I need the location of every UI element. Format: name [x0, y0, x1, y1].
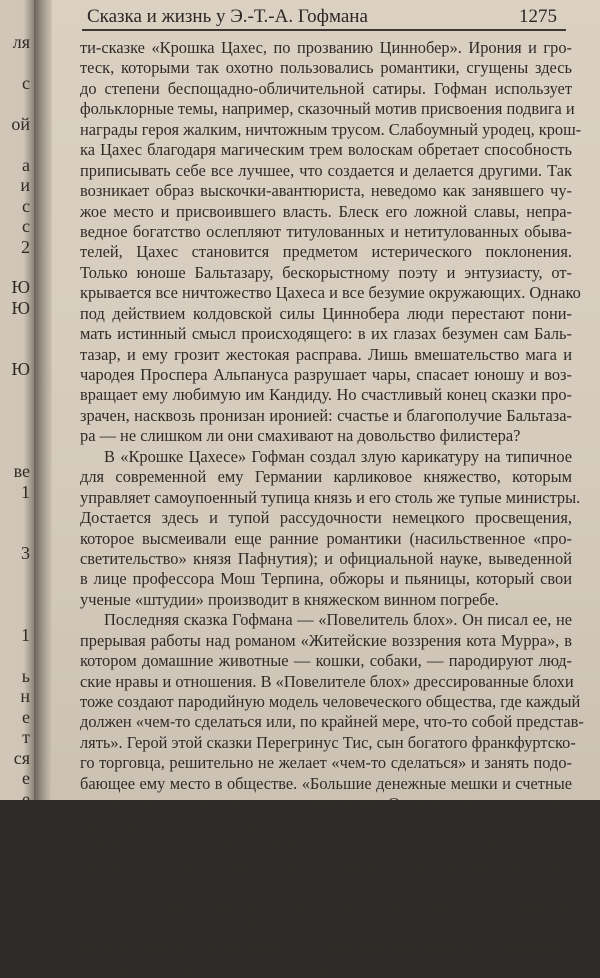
left-page-fragment: Ю [11, 277, 30, 298]
book-page [52, 0, 600, 977]
text-line: зрачен, насквозь пронизан иронией: счастье и благополучие Бальтаза- [80, 405, 572, 425]
text-line: го торговца, решительно не желает «чем-то сделаться» и занять подо- [80, 753, 572, 773]
left-page-fragment: ой [11, 113, 30, 134]
left-page-fragment [0, 380, 32, 400]
text-line: ведное богатство ослепляют титулованных и нетитулованных обыва- [80, 221, 572, 241]
text-line: ному советнику Кнаррпанти, который требовал ареста Перегринуса, [80, 896, 572, 916]
text-line: Только юноше Бальтазару, бескорыстному поэту и энтузиасту, от- [80, 262, 572, 282]
left-page-fragment: 1 [21, 625, 30, 646]
text-line: которое высмеивали еще ранние романтики (насильственное «про- [80, 528, 572, 548]
left-page-fragment [0, 646, 32, 666]
left-page-fragment: и [20, 175, 30, 196]
text-line: жится». Эпизод с Кнаррпанти — едкая критика прусского судопроиз- [80, 937, 572, 957]
left-page-fragment: 3 [21, 543, 30, 564]
text-line: для современной ему Германии карликовое княжество, которым [80, 467, 572, 487]
page-number: 1275 [519, 6, 557, 27]
text-line: жизни, она властно заявляет о себе, когда его неожиданно берут под [80, 855, 572, 875]
left-page-fragment [0, 93, 32, 113]
left-page-fragment: ля [12, 32, 30, 52]
text-line: водства — привел к тому, что «Повелитель блох» был опубликован с су- [80, 957, 586, 977]
left-page-fragment: т [22, 727, 30, 748]
text-line: арест, хотя он не знает за собой никакой вины. А вины и не надо: тай- [80, 875, 572, 895]
left-page-fragment: 1 [21, 481, 30, 502]
left-page-fragment: с [22, 195, 30, 216]
left-page-fragment [0, 134, 32, 154]
left-page-fragment: н [20, 686, 30, 707]
paragraph [80, 446, 581, 611]
left-page-fragment: 2 [21, 236, 30, 257]
left-page-fragment [0, 564, 32, 584]
text-line: должен «чем-то сделаться или, по крайней мере, что-то собой представ- [80, 712, 584, 732]
text-line: прерывая работы над романом «Житейские воззрения кота Мурра», в [80, 630, 572, 650]
text-line: Достается здесь и тупой рассудочности немецкого просвещения, [80, 508, 572, 528]
left-page-fragment: ве [13, 461, 30, 482]
text-line: тоже создают пародийную модель человеческого общества, где каждый [80, 692, 581, 711]
left-page-fragment: ся [13, 747, 30, 768]
text-line: вращает ему любимую им Кандиду. Но счастливый конец сказки про- [80, 385, 572, 405]
left-page-fragment [0, 257, 32, 277]
text-line: грез и фантазий и увлекается только тем, что затрагивает его внутрен- [80, 814, 572, 834]
left-page-fragment [0, 400, 32, 420]
text-line: важно прежде всего «найти злодея, а злодеяние уж само собой обнару- [80, 916, 576, 936]
text-line: ний мир, его душу. Но как ни бежит Перегринус Тис от действительной [80, 835, 583, 855]
text-line: возникает образ выскочки-авантюриста, неведомо как занявшего чу- [80, 181, 572, 201]
left-page-fragment [0, 339, 32, 359]
left-page-fragment [0, 318, 32, 338]
adjacent-left-page [0, 0, 34, 830]
text-line: светительство» князя Пафнутия); и официальной науке, выведенной [80, 548, 572, 568]
text-line: Последняя сказка Гофмана — «Повелитель блох». Он писал ее, не [104, 610, 572, 630]
text-line: ти-сказке «Крошка Цахес, по прозванию Циннобер». Ирония и гро- [80, 38, 572, 57]
body-text [80, 38, 586, 977]
text-line: котором домашние животные — кошки, собаки, — пародируют люд- [80, 651, 572, 671]
left-page-fragment [0, 421, 32, 441]
left-page-fragment: ь [21, 809, 30, 830]
left-page-fragment: а [22, 154, 30, 175]
text-line: управляет самоупоенный тупица князь и его столь же тупые министры. [80, 487, 581, 507]
left-page-fragment [0, 502, 32, 522]
left-page-fragment: с [22, 216, 30, 237]
text-line: под действием колдовской силы Циннобера люди перестают пони- [80, 303, 572, 323]
running-header-title: Сказка и жизнь у Э.-Т.-А. Гофмана [87, 6, 368, 27]
header-rule [82, 29, 566, 31]
left-page-fragment: е [22, 768, 30, 789]
book-gutter [34, 0, 52, 800]
text-line: в лице профессора Мош Терпина, обжоры и пьяницы, который свои [80, 569, 572, 589]
text-line: телей, Цахес становится предметом истерического поклонения. [80, 242, 572, 262]
text-line: ка Цахес благодаря магическим трем волоскам обретает способность [80, 140, 572, 160]
text-line: ра — не слишком ли они смахивают на довольство филистера? [80, 426, 521, 446]
left-page-fragment [0, 584, 32, 604]
text-line: фольклорные темы, например, сказочный мотив присвоения подвига и [80, 99, 575, 119]
left-page-fragment: Ю [11, 359, 30, 380]
left-page-fragment [0, 523, 32, 543]
text-line: тазар, и ему грозит жестокая расправа. Лишь вмешательство мага и [80, 344, 572, 364]
left-page-fragment [0, 52, 32, 72]
left-page-fragment: Ю [11, 297, 30, 318]
text-line: до степени беспощадно-обличительной сатиры. Гофман использует [80, 78, 572, 98]
text-line: ские нравы и отношения. В «Повелителе блох» дрессированные блохи [80, 671, 574, 691]
text-line: чародея Проспера Альпануса разрушает чары, спасает юношу и воз- [80, 365, 572, 384]
text-line: теск, которыми так охотно пользовались романтики, сгущены здесь [80, 58, 572, 78]
text-line: жое место и присвоившего власть. Блеск его ложной славы, непра- [80, 201, 572, 221]
text-line: приписывать себе все лучшее, что создается и делается другими. Так [80, 160, 572, 180]
text-line: награды героя жалким, ничтожным трусом. Слабоумный уродец, крош- [80, 119, 582, 139]
left-page-fragment: е [22, 706, 30, 727]
running-header [87, 4, 557, 28]
left-page-fragment: ь [21, 665, 30, 686]
text-line: книги» смолоду внушают ему отвращение. Он живет во власти своих [80, 794, 572, 814]
left-page-fragment [0, 605, 32, 625]
text-line: лять». Герой этой сказки Перегринус Тис, сын богатого франкфуртско- [80, 732, 576, 752]
text-line: крывается все ничтожество Цахеса и все безумие окружающих. Однако [80, 283, 581, 303]
text-line: бающее ему место в обществе. «Большие денежные мешки и счетные [80, 773, 572, 793]
text-line: В «Крошке Цахесе» Гофман создал злую карикатуру на типичное [104, 446, 572, 466]
left-page-fragment [0, 441, 32, 461]
left-page-fragment: с [22, 72, 30, 93]
paragraph [80, 38, 582, 447]
left-page-fragment: е [22, 788, 30, 809]
text-line: мать истинный смысл происходящего: в их глазах безумен сам Баль- [80, 324, 572, 344]
paragraph [80, 610, 586, 978]
text-line: ученые «штудии» производит в княжеском винном погребе. [80, 589, 499, 609]
